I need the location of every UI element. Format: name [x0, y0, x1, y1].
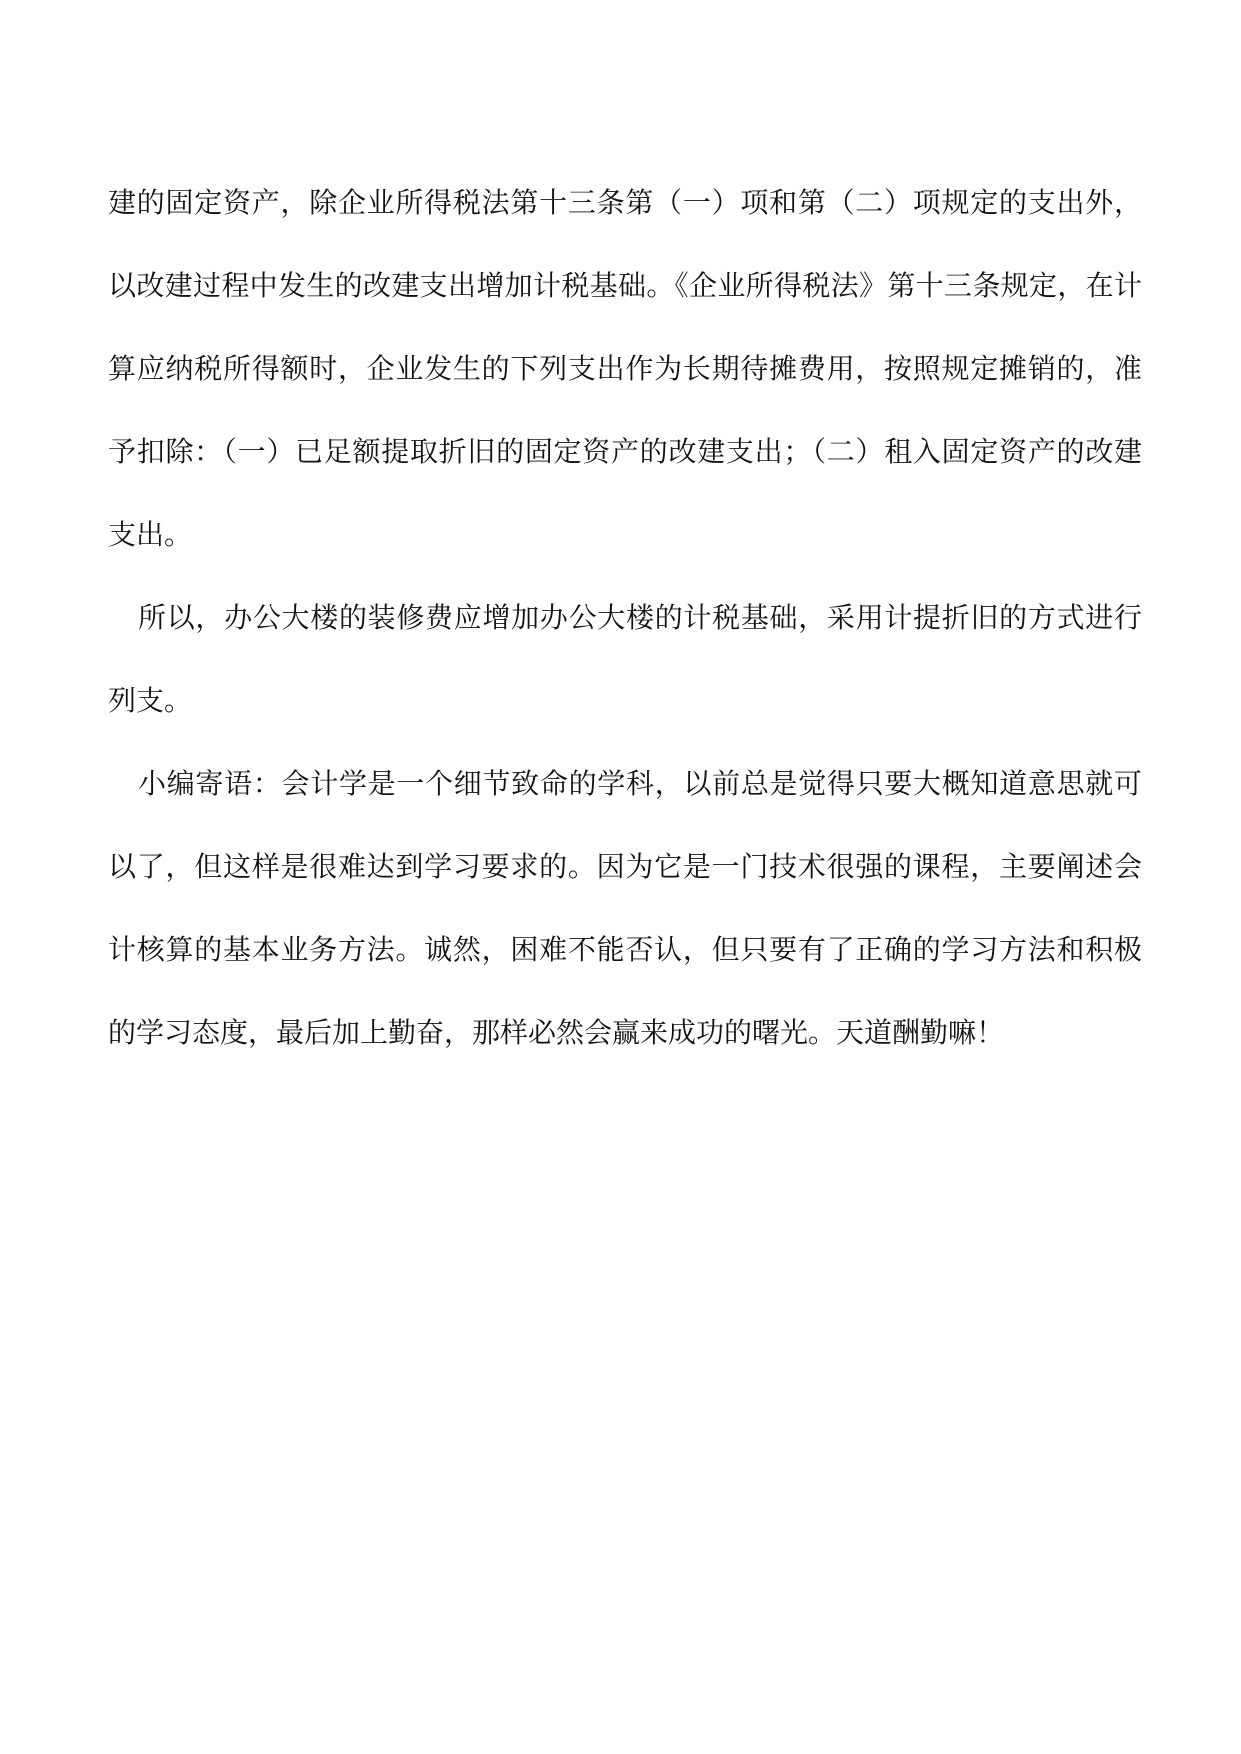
- body-text: [108, 161, 1142, 1074]
- paragraph-editor-note: 小编寄语：会计学是一个细节致命的学科，以前总是觉得只要大概知道意思就可以了，但这样是很难达到学习要求的。因为它是一门技术很强的课程，主要阐述会计核算的基本业务方法。诚然，困难不能否认，但只要有了正确的学习方法和积极的学习态度，最后加上勤奋，那样必然会赢来成功的曙光。天道酬勤嘛！: [108, 767, 1142, 1049]
- paragraph-conclusion: 所以，办公大楼的装修费应增加办公大楼的计税基础，采用计提折旧的方式进行列支。: [108, 601, 1142, 717]
- paragraph-tax-basis: 建的固定资产，除企业所得税法第十三条第（一）项和第（二）项规定的支出外，以改建过程中发生的改建支出增加计税基础。《企业所得税法》第十三条规定，在计算应纳税所得额时，企业发生的下列支出作为长期待摊费用，按照规定摊销的，准予扣除：（一）已足额提取折旧的固定资产的改建支出；（二）租入固定资产的改建支出。: [108, 186, 1142, 551]
